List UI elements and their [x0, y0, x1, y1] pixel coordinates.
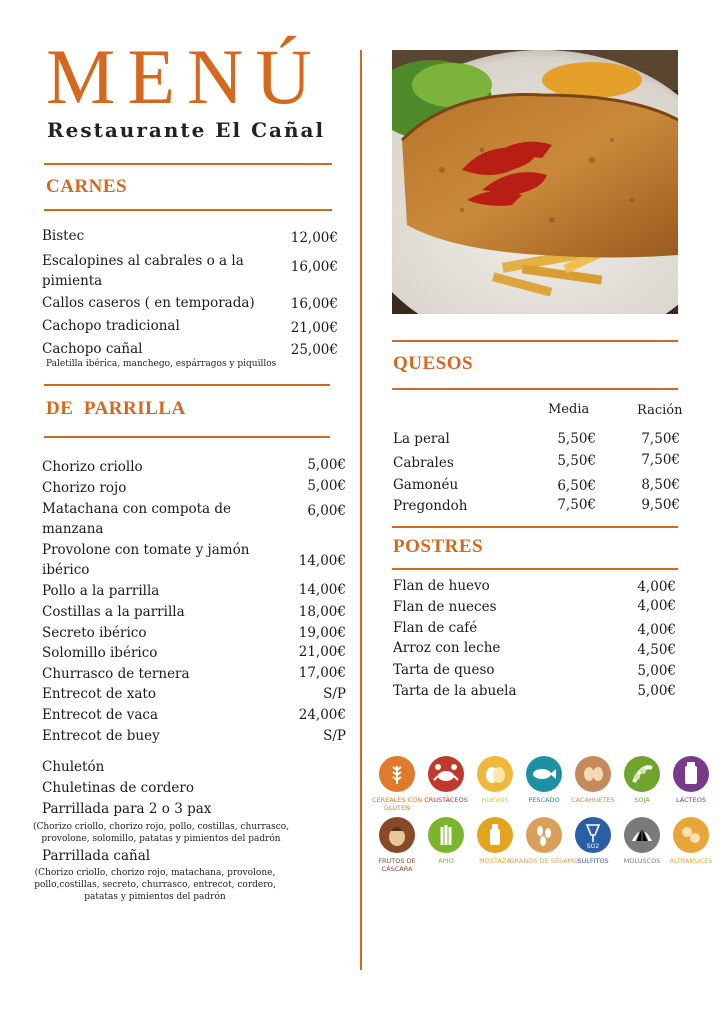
dessert-item: Tarta de queso: [393, 662, 495, 678]
menu-item: Entrecot de xato: [42, 686, 156, 702]
allergen-label: MOSTAZA: [479, 857, 511, 865]
menu-item: Cachopo tradicional: [42, 318, 180, 334]
divider: [392, 526, 678, 528]
menu-item-price: 5,00€: [307, 478, 346, 494]
menu-item-price: 19,00€: [298, 625, 346, 641]
cheese-price-racion: 9,50€: [641, 497, 680, 513]
fish-icon: [526, 756, 562, 792]
allergen-label: CEREALES CON GLUTEN: [371, 796, 423, 812]
restaurant-name: Restaurante El Cañal: [47, 118, 326, 142]
menu-item: Callos caseros ( en temporada): [42, 295, 255, 311]
lupin-icon: [673, 817, 709, 853]
divider: [44, 436, 330, 438]
menu-item: Churrasco de ternera: [42, 666, 190, 682]
menu-item: Entrecot de buey: [42, 728, 160, 744]
menu-item-price: 25,00€: [290, 342, 338, 358]
column-header-media: Media: [548, 402, 590, 417]
menu-item: Chorizo criollo: [42, 459, 143, 475]
allergen-item: [656, 817, 724, 865]
section-title-parrilla: DE PARRILLA: [46, 398, 186, 419]
menu-item: Chuletinas de cordero: [42, 780, 195, 796]
mollusc-icon: [624, 817, 660, 853]
section-title-quesos: QUESOS: [393, 353, 474, 374]
allergen-label: HUEVOS: [481, 796, 509, 804]
menu-item: Secreto ibérico: [42, 625, 147, 641]
menu-item: Matachana con compota de manzana: [42, 501, 232, 537]
menu-item: Chorizo rojo: [42, 480, 127, 496]
cheese-price-racion: 7,50€: [641, 431, 680, 447]
divider: [44, 209, 332, 211]
menu-item: Costillas a la parrilla: [42, 604, 185, 620]
soy-icon: [624, 756, 660, 792]
sulphite-icon: [575, 817, 611, 853]
menu-item-price: 6,00€: [307, 503, 346, 519]
section-title-postres: POSTRES: [393, 536, 484, 557]
dessert-price: 5,00€: [637, 663, 676, 679]
cheese-price-media: 6,50€: [557, 478, 596, 494]
cheese-price-media: 7,50€: [557, 497, 596, 513]
cheese-price-racion: 7,50€: [641, 452, 680, 468]
menu-item: Escalopines al cabrales o a la pimienta: [42, 253, 244, 289]
menu-item: Solomillo ibérico: [42, 645, 158, 661]
menu-item-price: 14,00€: [298, 553, 346, 569]
allergen-label: PESCADO: [528, 796, 560, 804]
allergen-label: MOLUSCOS: [623, 857, 661, 865]
cheese-item: Cabrales: [393, 455, 454, 471]
allergen-label: GRANOS DE SÉSAMO: [509, 857, 579, 865]
peanut-icon: [575, 756, 611, 792]
divider: [44, 163, 332, 165]
menu-item: Bistec: [42, 228, 85, 244]
allergen-label: ALTRAMUCES: [669, 857, 713, 865]
cheese-price-media: 5,50€: [557, 431, 596, 447]
menu-item: Cachopo cañal: [42, 341, 143, 357]
dessert-price: 5,00€: [637, 683, 676, 699]
divider: [44, 384, 330, 386]
menu-item-price: 14,00€: [298, 582, 346, 598]
menu-item-note: (Chorizo criollo, chorizo rojo, matachana, provolone, pollo,costillas, secreto, churrasco, entrecot, cordero, patatas y pimientos del padrón: [34, 868, 276, 902]
allergen-label: SULFITOS: [577, 857, 609, 865]
milk-icon: [673, 756, 709, 792]
menu-item: Entrecot de vaca: [42, 707, 159, 723]
dish-photo: [392, 50, 678, 314]
dessert-item: Flan de café: [393, 620, 478, 636]
dessert-item: Flan de nueces: [393, 599, 497, 615]
divider: [392, 388, 678, 390]
menu-item-price: 16,00€: [290, 259, 338, 275]
cheese-item: Gamonéu: [393, 477, 459, 493]
menu-item: Provolone con tomate y jamón ibérico: [42, 542, 250, 578]
celery-icon: [428, 817, 464, 853]
menu-item-price: 18,00€: [298, 604, 346, 620]
mustard-icon: [477, 817, 513, 853]
menu-item-price: S/P: [323, 686, 346, 702]
allergen-label: FRUTOS DE CÁSCARA: [378, 857, 416, 873]
menu-item-note: (Chorizo criollo, chorizo rojo, pollo, costillas, churrasco, provolone, solomillo, patatas y pimientos del padrón: [32, 822, 290, 844]
cheese-price-racion: 8,50€: [641, 477, 680, 493]
allergen-label: LÁCTEOS: [676, 796, 706, 804]
menu-title: MENÚ: [46, 33, 324, 120]
divider: [392, 568, 678, 570]
menu-item-price: 12,00€: [290, 230, 338, 246]
dessert-item: Arroz con leche: [393, 640, 501, 656]
sulphite-label: SO2: [586, 843, 600, 850]
menu-item-note: Paletilla ibérica, manchego, espárragos y piquillos: [46, 359, 277, 369]
cheese-price-media: 5,50€: [557, 453, 596, 469]
dessert-price: 4,00€: [637, 598, 676, 614]
wheat-icon: [379, 756, 415, 792]
dessert-price: 4,00€: [637, 579, 676, 595]
cheese-item: Pregondoh: [393, 498, 468, 514]
menu-item: Pollo a la parrilla: [42, 583, 160, 599]
divider: [392, 340, 678, 342]
sesame-icon: [526, 817, 562, 853]
menu-item-price: S/P: [323, 728, 346, 744]
menu-item-price: 21,00€: [290, 320, 338, 336]
menu-item: Parrillada cañal: [42, 848, 151, 864]
menu-item-price: 17,00€: [298, 665, 346, 681]
menu-item: Parrillada para 2 o 3 pax: [42, 801, 212, 817]
menu-item-price: 21,00€: [298, 644, 346, 660]
dessert-price: 4,50€: [637, 642, 676, 658]
section-title-carnes: CARNES: [46, 176, 128, 197]
dessert-item: Flan de huevo: [393, 578, 490, 594]
menu-item: Chuletón: [42, 759, 105, 775]
crab-icon: [428, 756, 464, 792]
menu-item-price: 24,00€: [298, 707, 346, 723]
dessert-price: 4,00€: [637, 622, 676, 638]
allergen-label: CRUSTÁCEOS: [424, 796, 468, 804]
allergen-label: APIO: [438, 857, 454, 865]
menu-item-price: 5,00€: [307, 457, 346, 473]
cheese-item: La peral: [393, 431, 450, 447]
allergen-label: SOJA: [634, 796, 650, 804]
column-header-racion: Ración: [637, 403, 683, 418]
nut-icon: [379, 817, 415, 853]
allergen-label: CACAHUETES: [571, 796, 615, 804]
menu-item-price: 16,00€: [290, 296, 338, 312]
egg-icon: [477, 756, 513, 792]
allergen-item: [656, 756, 724, 804]
dessert-item: Tarta de la abuela: [393, 683, 517, 699]
